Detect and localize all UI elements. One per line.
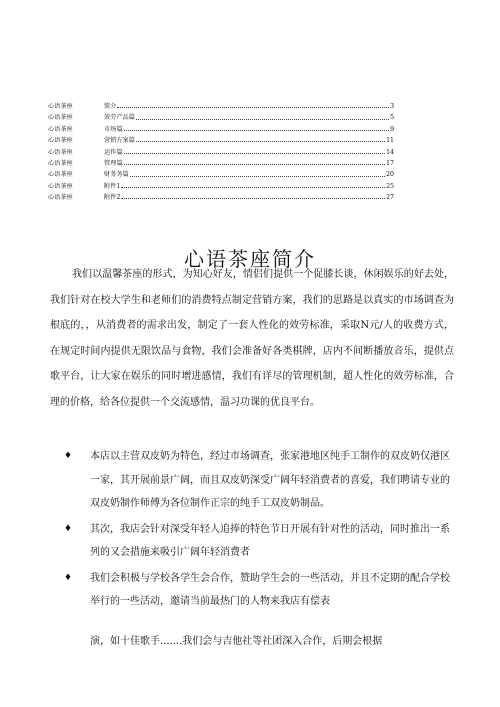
toc-title: 财务务篇: [104, 171, 129, 179]
toc-page-number: 14: [386, 148, 394, 156]
toc-prefix: 心语茶座: [48, 103, 73, 110]
diamond-bullet-icon: ♦: [64, 572, 73, 583]
toc-title: 市场篇: [104, 125, 123, 133]
toc-entry[interactable]: [48, 192, 394, 203]
toc-entry[interactable]: [48, 112, 394, 123]
toc-leader-line: [136, 141, 385, 142]
toc-page-number: 25: [386, 182, 394, 190]
bullet-text-1: 本店以主营双皮奶为特色，经过市场调查，张家港地区纯手工制作的双皮奶仅港区一家，其开展前景广阔，而且双皮奶深受广阔年轻消费者的喜爱，我们聘请专业的双皮奶制作师傅为各位制作正宗的纯手工双皮奶制品。: [90, 451, 450, 509]
bullet-text-2: 其次，我店会针对深受年轻人追捧的特色节日开展有针对性的活动，同时推出一系列的又会措施来吸引广阔年轻消费者: [90, 523, 450, 558]
toc-leader-line: [130, 176, 385, 177]
toc-page-number: 9: [390, 125, 394, 133]
bullet-item-1: [50, 445, 454, 516]
continuation-text: 演，如十佳歌手.......我们会与吉他社等社团深入合作，后期会根据: [90, 636, 383, 647]
bullet-item-3: [50, 567, 454, 614]
toc-entry[interactable]: [48, 181, 394, 192]
toc-prefix: 心语茶座: [48, 148, 73, 156]
toc-prefix: 心语茶座: [48, 159, 73, 167]
toc-leader-line: [121, 187, 385, 188]
toc-entry[interactable]: [48, 135, 394, 146]
toc-page-number: 11: [386, 137, 394, 145]
toc-leader-line: [124, 130, 390, 131]
toc-title: 附件1: [104, 182, 121, 190]
toc-leader-line: [117, 107, 389, 108]
toc-title: 营销方案篇: [104, 137, 135, 145]
toc-leader-line: [124, 153, 386, 154]
toc-page-number: 20: [386, 171, 394, 179]
toc-entry[interactable]: [48, 169, 394, 180]
toc-entry[interactable]: [48, 101, 394, 112]
toc-leader-line: [121, 198, 385, 199]
toc-prefix: 心语茶座: [48, 182, 73, 190]
toc-page-number: 17: [386, 159, 394, 167]
toc-prefix: 心语茶座: [48, 125, 73, 133]
toc-leader-line: [136, 119, 389, 120]
toc-entry[interactable]: [48, 124, 394, 135]
document-title: 心语茶座简介: [184, 247, 316, 272]
bullet-list: [50, 445, 454, 616]
intro-section: [50, 262, 454, 416]
toc-prefix: 心语茶座: [48, 137, 73, 145]
toc-entry[interactable]: [48, 158, 394, 169]
diamond-bullet-icon: ♦: [64, 523, 73, 534]
toc-page-number: 27: [386, 194, 394, 202]
toc-page-number: 3: [390, 103, 394, 110]
toc-title: 简介: [104, 103, 117, 110]
toc-prefix: 心语茶座: [48, 171, 73, 179]
diamond-bullet-icon: ♦: [64, 451, 73, 461]
bullet-text-3: 我们会积极与学校各学生会合作，赞助学生会的一些活动，并且不定期的配合学校举行的一些活动，邀请当前最热门的人物来我店有偿表: [90, 572, 450, 607]
intro-paragraph: 我们以温馨茶座的形式，为知心好友，情侣们提供一个促膝长谈，休闲娱乐的好去处，我们针对在校大学生和老师们的消费特点制定营销方案，我们的思路是以真实的市场调查为根底的，，从消费者的需求出发，制定了一套人性化的效劳标准，采取N元/人的收费方式，在规定时间内提供无限饮品与食物，我们会准备好各类棋牌，店内不间断播放音乐，提供点歌平台，让大家在娱乐的同时增进感情，我们有详尽的管理机制，超人性化的效劳标准，合理的价格，给各位提供一个交流感情，温习功课的优良平台。: [50, 269, 454, 408]
toc-title: 运作篇: [104, 148, 123, 156]
toc-title: 管理篇: [104, 159, 123, 167]
toc-page-number: 5: [390, 114, 394, 122]
toc-title: 效劳产品篇: [104, 114, 135, 122]
bullet-item-2: [50, 518, 454, 565]
table-of-contents: [48, 101, 394, 204]
toc-leader-line: [124, 164, 386, 165]
toc-title: 附件2: [104, 194, 121, 202]
toc-entry[interactable]: [48, 147, 394, 158]
toc-prefix: 心语茶座: [48, 194, 73, 202]
toc-prefix: 心语茶座: [48, 114, 73, 122]
